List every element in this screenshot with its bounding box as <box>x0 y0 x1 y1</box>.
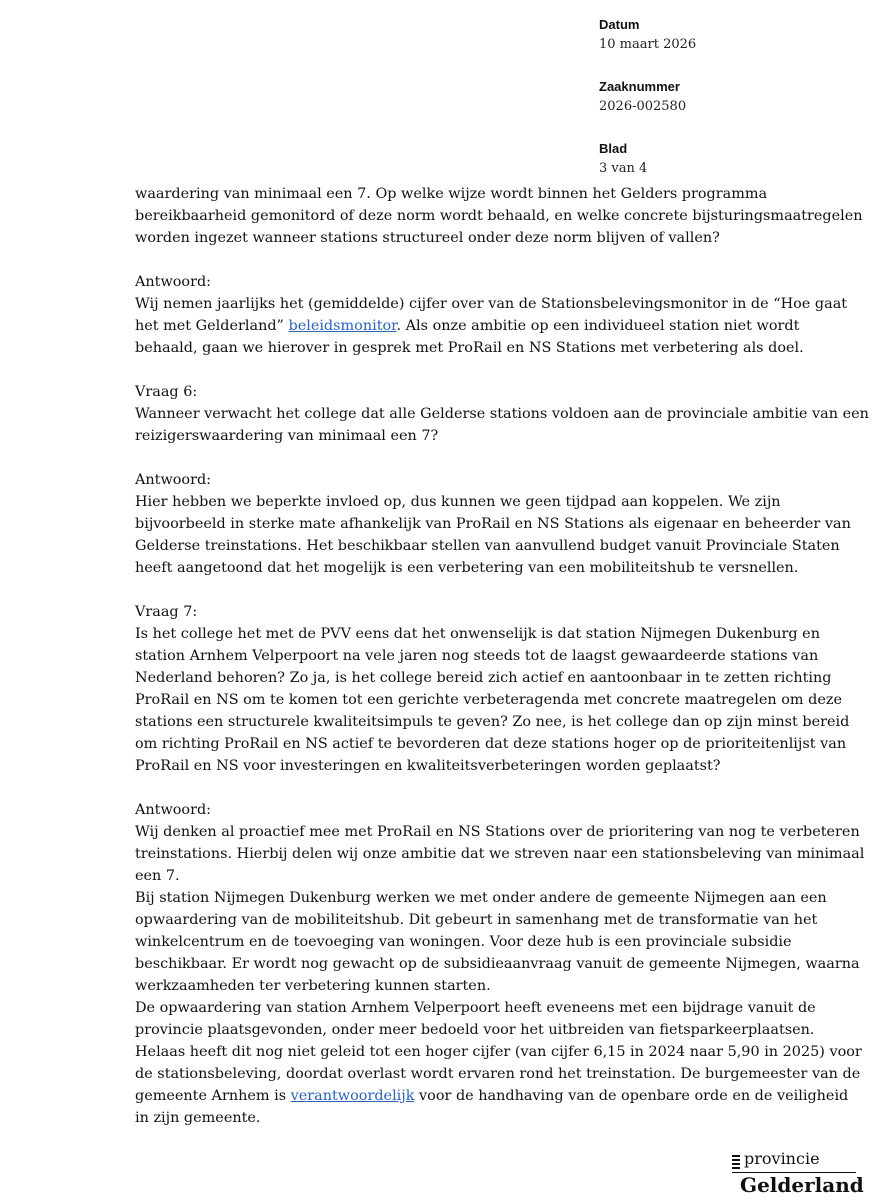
body-line: treinstations. Hierbij delen wij onze ambitie dat we streven naar een stationsbeleving van minimaal <box>135 846 865 862</box>
body-line <box>135 315 825 337</box>
verantwoordelijk-link[interactable]: verantwoordelijk <box>290 1088 415 1104</box>
blad-value: 3 van 4 <box>599 161 648 176</box>
letter-body <box>135 183 869 1129</box>
answer-7-label: Antwoord: <box>135 802 212 818</box>
text-run: voor de handhaving van de openbare orde en de veiligheid <box>414 1088 849 1104</box>
answer-6-label: Antwoord: <box>135 472 212 488</box>
body-line: Helaas heeft dit nog niet geleid tot een hoger cijfer (van cijfer 6,15 in 2024 naar 5,90 in 2025) voor <box>135 1044 862 1060</box>
body-line: Is het college het met de PVV eens dat het onwenselijk is dat station Nijmegen Dukenburg en <box>135 626 820 642</box>
logo-text-main: Gelderland <box>740 1173 864 1197</box>
text-run: gemeente Arnhem is <box>135 1088 291 1104</box>
body-line: behaald, gaan we hierover in gesprek met ProRail en NS Stations met verbetering als doel. <box>135 340 804 356</box>
body-line: Wij denken al proactief mee met ProRail en NS Stations over de prioritering van nog te verbeteren <box>135 824 860 840</box>
body-line: Bij station Nijmegen Dukenburg werken we met onder andere de gemeente Nijmegen aan een <box>135 890 827 906</box>
text-run: . Als onze ambitie op een individueel station niet wordt <box>396 318 800 334</box>
body-line: worden ingezet wanneer stations structureel onder deze norm blijven of vallen? <box>135 230 720 246</box>
document-meta <box>599 15 859 201</box>
logo-bars-icon <box>732 1155 740 1171</box>
zaaknummer-label: Zaaknummer <box>599 79 680 94</box>
blad-label: Blad <box>599 141 628 156</box>
datum-label: Datum <box>599 17 640 32</box>
body-line: om richting ProRail en NS actief te bevorderen dat deze stations hoger op de prioriteitenlijst van <box>135 736 847 752</box>
body-line: heeft aangetoond dat het mogelijk is een verbetering van een mobiliteitshub te versnellen. <box>135 560 799 576</box>
beleidsmonitor-link[interactable]: beleidsmonitor <box>288 318 397 334</box>
body-line: werkzaamheden ter verbetering kunnen starten. <box>135 978 491 994</box>
body-line: De opwaardering van station Arnhem Velperpoort heeft eveneens met een bijdrage vanuit de <box>135 1000 816 1016</box>
body-line: ProRail en NS voor investeringen en kwaliteitsverbeteringen worden geplaatst? <box>135 758 721 774</box>
body-line: Wij nemen jaarlijks het (gemiddelde) cijfer over van de Stationsbelevingsmonitor in de “Hoe gaat <box>135 296 848 312</box>
blad-block <box>599 139 859 179</box>
body-line: Wanneer verwacht het college dat alle Gelderse stations voldoen aan de provinciale ambitie van een <box>135 406 869 422</box>
text-run: het met Gelderland” <box>135 318 289 334</box>
body-line: waardering van minimaal een 7. Op welke wijze wordt binnen het Gelders programma <box>135 186 768 202</box>
question-7-label: Vraag 7: <box>135 604 198 620</box>
body-line: beschikbaar. Er wordt nog gewacht op de subsidieaanvraag vanuit de gemeente Nijmegen, waarna <box>135 956 860 972</box>
body-line: Hier hebben we beperkte invloed op, dus kunnen we geen tijdpad aan koppelen. We zijn <box>135 494 781 510</box>
body-line: een 7. <box>135 868 180 884</box>
answer-5-label: Antwoord: <box>135 274 212 290</box>
body-line: in zijn gemeente. <box>135 1110 261 1126</box>
body-line: bereikbaarheid gemonitord of deze norm wordt behaald, en welke concrete bijsturingsmaatregelen <box>135 208 863 224</box>
datum-block <box>599 15 859 55</box>
body-line: provincie plaatsgevonden, onder meer bedoeld voor het uitbreiden van fietsparkeerplaatsen. <box>135 1022 815 1038</box>
body-line: opwaardering van de mobiliteitshub. Dit gebeurt in samenhang met de transformatie van het <box>135 912 818 928</box>
body-line: station Arnhem Velperpoort na vele jaren nog steeds tot de laagst gewaardeerde stations van <box>135 648 819 664</box>
logo-text-top: provincie <box>744 1149 820 1168</box>
body-line: Nederland behoren? Zo ja, is het college bereid zich actief en aantoonbaar in te zetten richting <box>135 670 832 686</box>
body-line: winkelcentrum en de toevoeging van woningen. Voor deze hub is een provinciale subsidie <box>135 934 792 950</box>
datum-value: 10 maart 2026 <box>599 37 697 52</box>
body-line: de stationsbeleving, doordat overlast wordt ervaren rond het treinstation. De burgemeester van de <box>135 1066 861 1082</box>
zaaknummer-value: 2026-002580 <box>599 99 687 114</box>
body-line: Gelderse treinstations. Het beschikbaar stellen van aanvullend budget vanuit Provinciale Staten <box>135 538 840 554</box>
body-line <box>135 1085 849 1107</box>
provincie-gelderland-logo <box>732 1149 864 1198</box>
body-line: stations een structurele kwaliteitsimpuls te geven? Zo nee, is het college dan op zijn minst bereid <box>135 714 850 730</box>
body-line: ProRail en NS om te komen tot een gerichte verbeteragenda met concrete maatregelen om deze <box>135 692 842 708</box>
body-line: reizigerswaardering van minimaal een 7? <box>135 428 439 444</box>
question-6-label: Vraag 6: <box>135 384 198 400</box>
zaaknummer-block <box>599 77 859 117</box>
body-line: bijvoorbeeld in sterke mate afhankelijk van ProRail en NS Stations als eigenaar en beheerder van <box>135 516 851 532</box>
